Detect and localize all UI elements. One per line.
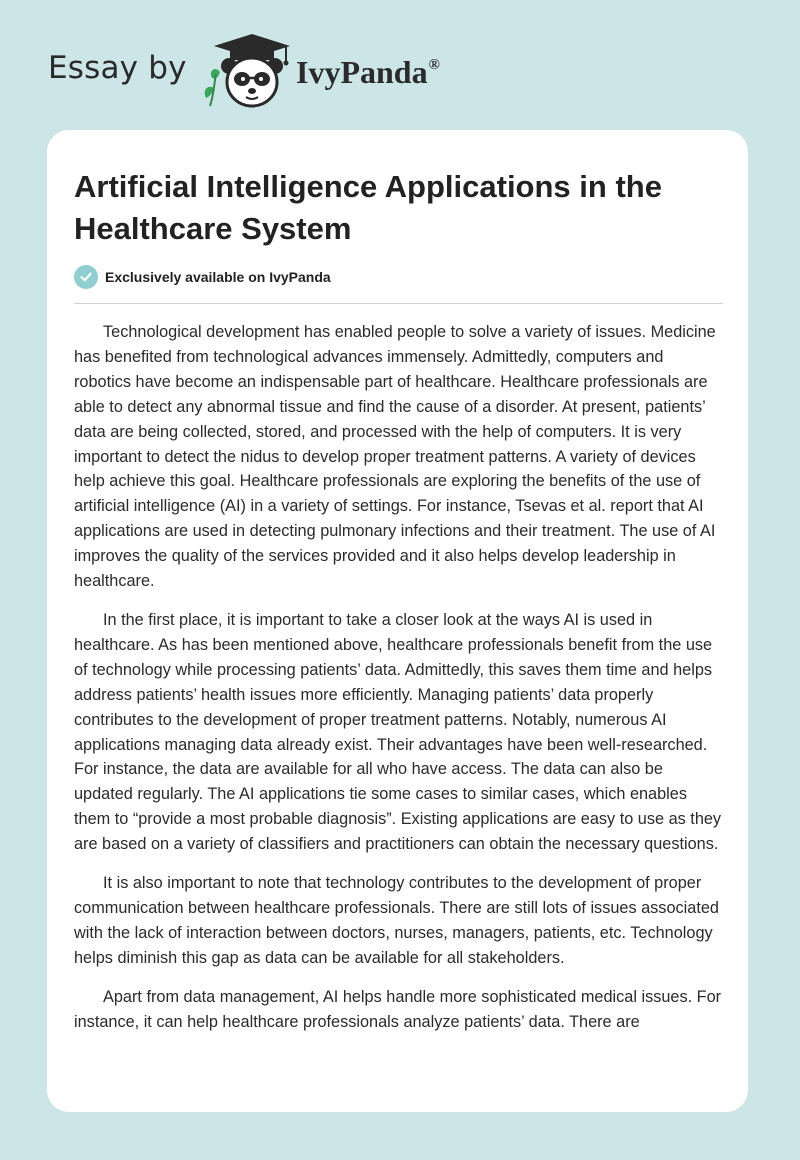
check-icon — [74, 265, 98, 289]
essay-body — [74, 320, 724, 1048]
ivypanda-brand[interactable] — [296, 54, 440, 91]
essay-paragraph-3: It is also important to note that technology contributes to the development of proper communication between healthcare professionals. There are still lots of issues associated with the lack of interaction between doctors, nurses, managers, patients, etc. Technology helps diminish this gap as data can be available for all stakeholders. — [74, 874, 719, 967]
registered-mark: ® — [428, 57, 440, 73]
essay-paragraph-4: Apart from data management, AI helps handle more sophisticated medical issues. For instance, it can help healthcare professionals analyze patients’ data. There are — [74, 987, 722, 1031]
exclusive-badge-text: Exclusively available on IvyPanda — [105, 269, 331, 285]
essay-by-label: Essay by — [48, 50, 187, 86]
site-header — [48, 28, 752, 112]
panda-graduate-icon[interactable] — [200, 32, 300, 112]
title-divider — [74, 303, 723, 304]
brand-name-text: IvyPanda — [296, 54, 428, 90]
essay-paragraph-1: Technological development has enabled people to solve a variety of issues. Medicine has benefited from technological advances immensely. Admittedly, computers and robotics have become an indispensable part of healthcare. Healthcare professionals are able to detect any abnormal tissue and find the cause of a disorder. At present, patients’ data are being collected, stored, and processed with the help of computers. It is very important to detect the nidus to develop proper treatment patterns. A variety of devices help achieve this goal. Healthcare professionals are exploring the benefits of the use of artificial intelligence (AI) in a variety of settings. For instance, Tsevas et al. report that AI applications are used in detecting pulmonary infections and their treatment. The use of AI improves the quality of the services provided and it also helps develop leadership in healthcare. — [74, 323, 716, 591]
essay-title: Artificial Intelligence Applications in the Healthcare System — [74, 169, 662, 246]
essay-paragraph-2: In the first place, it is important to take a closer look at the ways AI is used in healthcare. As has been mentioned above, healthcare professionals benefit from the use of technology while processing patients’ data. Admittedly, this saves them time and helps address patients’ health issues more efficiently. Managing patients’ data properly contributes to the development of proper treatment patterns. Notably, numerous AI applications managing data already exist. Their advantages have been well-researched. For instance, the data are available for all who have access. The data can also be updated regularly. The AI applications tie some cases to similar cases, which enables them to “provide a most probable diagnosis”. Existing applications are easy to use as they are based on a variety of classifiers and practitioners can obtain the necessary questions. — [74, 610, 722, 854]
exclusive-badge — [74, 264, 331, 290]
essay-card — [47, 130, 748, 1112]
